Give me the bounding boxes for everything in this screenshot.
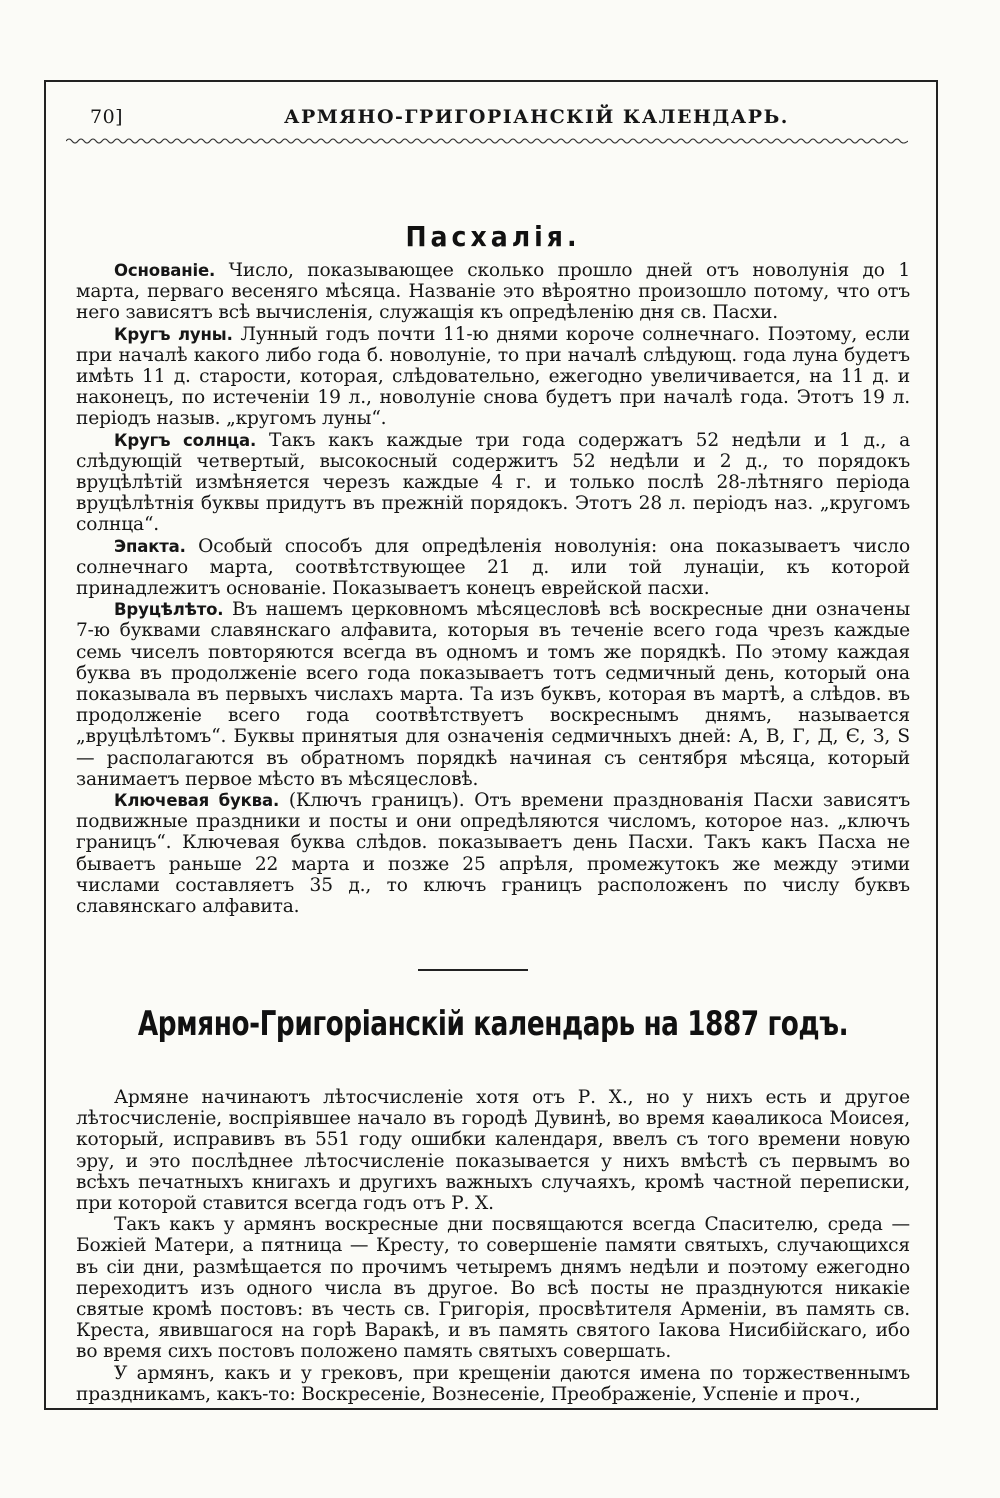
calendar-paragraph-3: У армянъ, какъ и у грековъ, при крещеніи даются имена по торжественнымъ праздникамъ, какъ-то: Воскресеніе, Вознесеніе, Преображеніе, Успеніе и проч., xyxy=(76,1362,910,1405)
calendar-body xyxy=(76,1087,910,1405)
paragraph-krug-luny xyxy=(76,324,910,430)
section-divider xyxy=(418,969,528,971)
paragraph-krug-solntsa xyxy=(76,430,910,536)
text-krug-luny: Лунный годъ почти 11-ю днями короче солнечнаго. Поэтому, если при началѣ какого либо года б. новолуніе, то при началѣ слѣдующ. года луна будетъ имѣть 11 д. старости, которая, слѣдовательно, ежегодно увеличивается, на 11 д. и наконецъ, по истеченіи 19 л., новолуніе снова будетъ при началѣ года. Этотъ 19 л. періодъ назыв. „кругомъ луны“. xyxy=(76,323,911,430)
text-klyuchevaya-bukva: (Ключъ границъ). Отъ времени празднованія Пасхи зависятъ подвижные праздники и посты и они опредѣляются числомъ, которое наз. „ключъ границъ“. Ключевая буква слѣдов. показываетъ день Пасхи. Такъ какъ Пасха не бываетъ раньше 22 марта и позже 25 апрѣля, промежутокъ же между этими числами составляетъ 35 д., то ключъ границъ расположенъ по числу буквъ славянскаго алфавита. xyxy=(76,790,910,918)
calendar-paragraph-1: Армяне начинаютъ лѣтосчисленіе хотя отъ Р. Х., но у нихъ есть и другое лѣтосчисленіе, воспріявшее начало въ городѣ Дувинѣ, во время каѳаликоса Моисея, который, исправивъ въ 551 году ошибки календаря, ввелъ съ того времени новую эру, и это послѣднее лѣтосчисленіе показывается у нихъ вмѣстѣ съ первымъ во всѣхъ печатныхъ книгахъ и другихъ важныхъ случаяхъ, кромѣ частной переписки, при которой ставится всегда годъ отъ Р. Х. xyxy=(76,1087,910,1215)
text-osnovanie: Число, показывающее сколько прошло дней отъ новолунія до 1 марта, перваго весеняго мѣсяца. Названіе это вѣроятно произошло потому, что отъ него зависятъ всѣ вычисленія, служащія къ опредѣленію дня св. Пасхи. xyxy=(76,260,910,324)
paragraph-osnovanie xyxy=(76,260,910,324)
term-osnovanie: Основаніе. xyxy=(114,261,216,280)
term-klyuchevaya-bukva: Ключевая буква. xyxy=(114,791,280,811)
page-number: 70] xyxy=(90,106,124,128)
calendar-title: Армяно-Григоріанскій календарь на 1887 годъ. xyxy=(137,1004,849,1044)
paragraph-vrutseleto xyxy=(76,599,910,790)
paragraph-epakta xyxy=(76,536,910,600)
calendar-paragraph-2: Такъ какъ у армянъ воскресные дни посвящаются всегда Спасителю, среда — Божіей Матери, а пятница — Кресту, то совершеніе памяти святыхъ, случающихся въ сіи дни, размѣщается по прочимъ четыремъ днямъ недѣли и поэтому ежегодно переходитъ изъ одного числа въ другое. Во всѣ посты не празднуются никакіе святые кромѣ постовъ: въ честь св. Григорія, просвѣтителя Арменіи, въ память св. Креста, явившагося на горѣ Варакѣ, и въ память святого Іакова Нисибійскаго, ибо во время сихъ постовъ положено память святыхъ совершать. xyxy=(76,1214,910,1363)
term-vrutseleto: Вруцѣлѣто. xyxy=(114,600,224,620)
wavy-rule xyxy=(66,135,908,147)
text-epakta: Особый способъ для опредѣленія новолунія: она показываетъ число солнечнаго марта, соотвѣтствующее 21 д. или той лунаціи, къ которой принадлежитъ основаніе. Показываетъ конецъ еврейской пасхи. xyxy=(76,535,910,600)
page-frame xyxy=(44,80,938,1410)
paschalia-body xyxy=(76,260,910,917)
term-epakta: Эпакта. xyxy=(114,536,186,556)
term-krug-luny: Кругъ луны. xyxy=(114,324,233,344)
paschalia-title: Пасхалія. xyxy=(405,220,581,253)
text-vrutseleto: Въ нашемъ церковномъ мѣсяцесловѣ всѣ воскресные дни означены 7-ю буквами славянскаго алфавита, которыя въ теченіе всего года чрезъ каждые семь чиселъ повторяются всегда въ одномъ и томъ же порядкѣ. По этому каждая буква въ продолженіе всего года показываетъ тотъ седмичный день, который она показывала въ первыхъ числахъ марта. Та изъ буквъ, которая въ мартѣ, а слѣдов. въ продолженіе всего года соотвѣтствуетъ воскреснымъ днямъ, называется „вруцѣлѣтомъ“. Буквы принятыя для означенія седмичныхъ дней: А, В, Г, Д, Є, З, Ѕ — располагаются въ обратномъ порядкѣ начиная съ сентября мѣсяца, который занимаетъ первое мѣсто въ мѣсяцесловѣ. xyxy=(76,599,910,790)
term-krug-solntsa: Кругъ солнца. xyxy=(114,430,257,450)
running-title: АРМЯНО-ГРИГОРІАНСКІЙ КАЛЕНДАРЬ. xyxy=(284,106,789,128)
paragraph-klyuchevaya-bukva xyxy=(76,790,910,917)
text-krug-solntsa: Такъ какъ каждые три года содержатъ 52 недѣли и 1 д., а слѣдующій четвертый, высокосный содержитъ 52 недѣли и 2 д., то порядокъ вруцѣлѣтій измѣняется черезъ каждые 4 г. и только послѣ 28-лѣтняго періода вруцѣлѣтнія буквы придутъ въ прежній порядокъ. Этотъ 28 л. періодъ наз. „кругомъ солнца“. xyxy=(76,429,910,536)
